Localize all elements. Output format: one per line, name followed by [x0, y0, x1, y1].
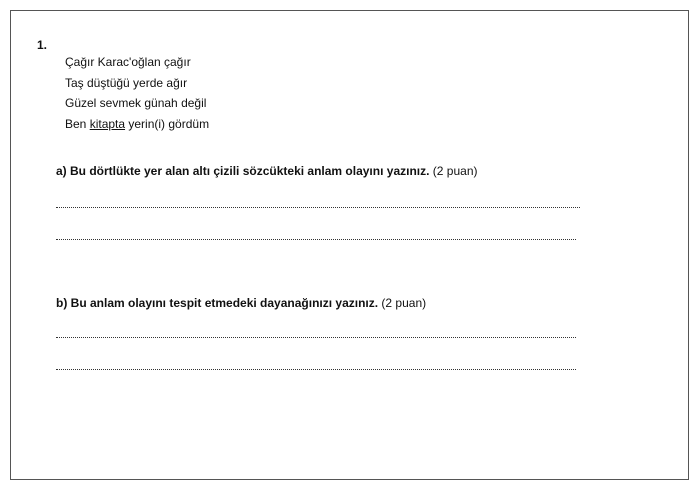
underlined-word: kitapta	[89, 116, 126, 131]
poem-quatrain	[65, 52, 209, 134]
question-part-b	[56, 296, 426, 310]
poem-line-3: Güzel sevmek günah değil	[65, 96, 207, 110]
part-a-prompt: a) Bu dörtlükte yer alan altı çizili sözcükteki anlam olayını yazınız.	[56, 164, 430, 178]
poem-line-2: Taş düştüğü yerde ağır	[65, 75, 188, 90]
answer-line-a-2[interactable]	[56, 239, 576, 240]
part-b-points: (2 puan)	[378, 296, 427, 310]
poem-line-4	[65, 114, 209, 135]
question-number: 1.	[37, 38, 48, 52]
poem-line-4-end: yerin(i) gördüm	[125, 116, 210, 131]
question-part-a	[56, 164, 477, 178]
part-b-prompt: b) Bu anlam olayını tespit etmedeki dayanağınızı yazınız.	[56, 296, 379, 310]
part-a-points: (2 puan)	[429, 164, 478, 178]
answer-line-b-1[interactable]	[56, 337, 576, 338]
answer-line-b-2[interactable]	[56, 369, 576, 370]
poem-line-1: Çağır Karac'oğlan çağır	[65, 55, 191, 69]
poem-line-4-start: Ben	[65, 116, 90, 131]
answer-line-a-1[interactable]	[56, 207, 580, 208]
exam-sheet	[10, 10, 689, 480]
